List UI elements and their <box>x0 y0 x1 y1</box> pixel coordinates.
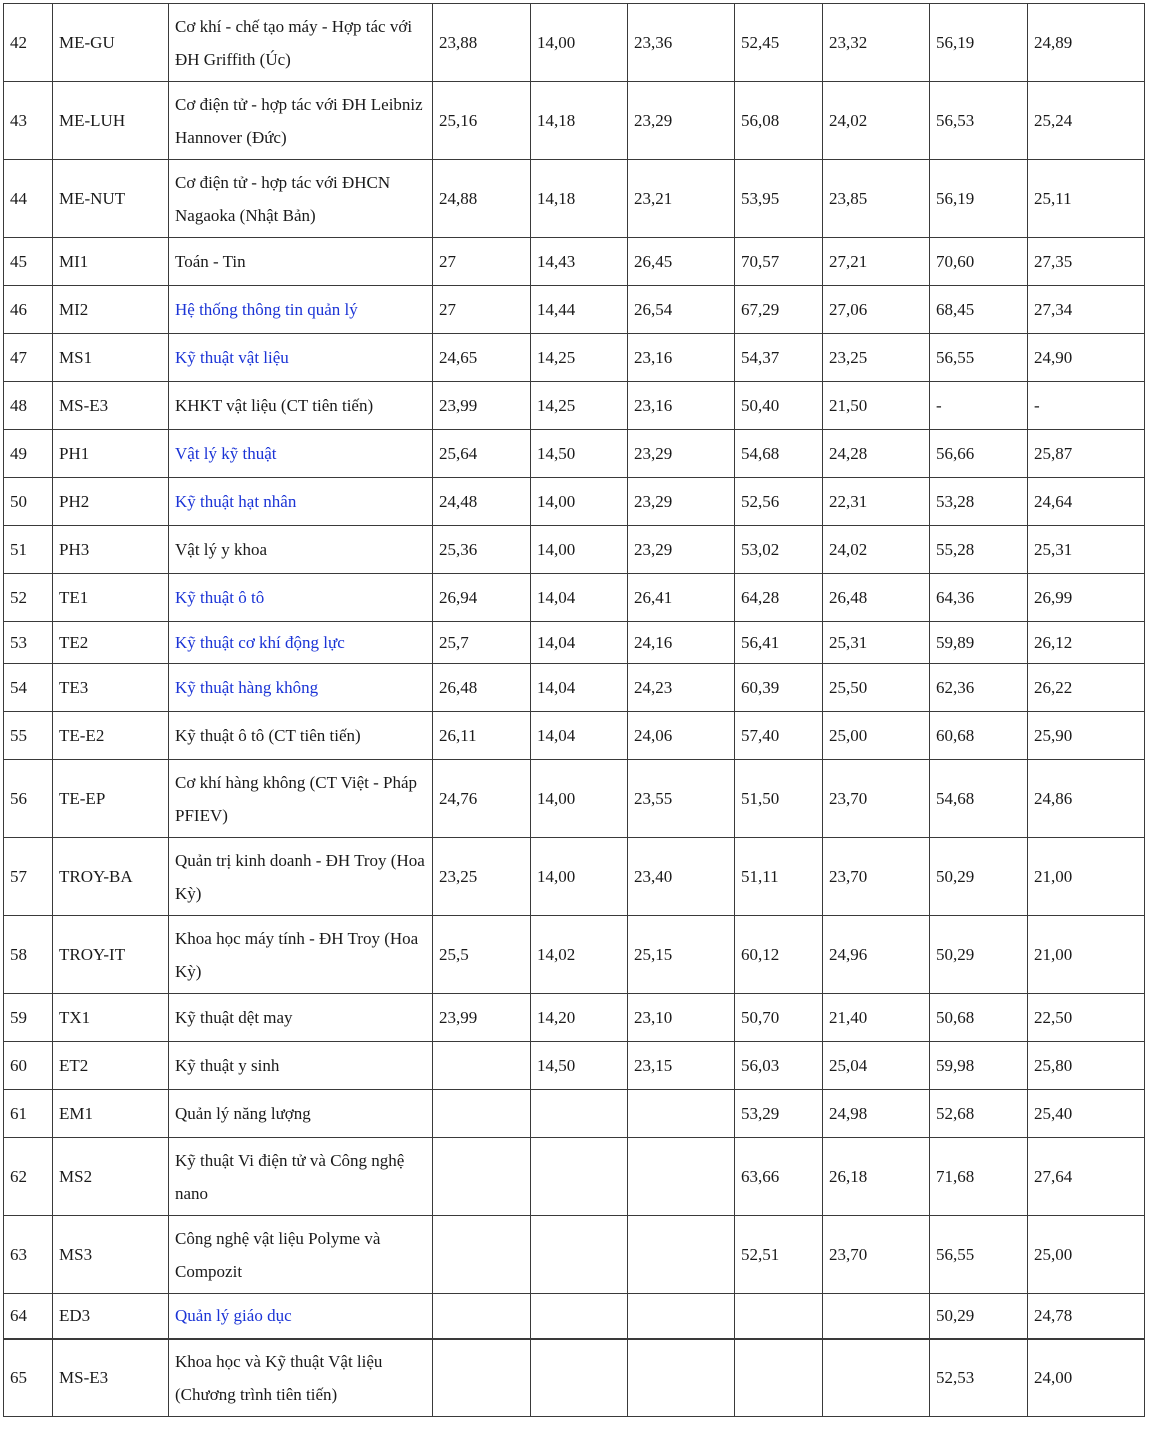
row-number: 60 <box>4 1042 53 1090</box>
program-code: TX1 <box>53 994 169 1042</box>
table-row <box>4 664 1145 712</box>
score-c6: 56,19 <box>930 4 1028 82</box>
score-c1: 24,65 <box>433 334 531 382</box>
program-name: Cơ điện tử - hợp tác với ĐHCN Nagaoka (Nhật Bản) <box>169 160 433 238</box>
score-c2: 14,00 <box>531 478 628 526</box>
score-c7: 25,00 <box>1028 1216 1145 1294</box>
score-c2: 14,25 <box>531 334 628 382</box>
table-row <box>4 760 1145 838</box>
score-c2: 14,18 <box>531 160 628 238</box>
score-c6: 64,36 <box>930 574 1028 622</box>
program-code: TE2 <box>53 622 169 664</box>
program-code: EM1 <box>53 1090 169 1138</box>
score-c6: 54,68 <box>930 760 1028 838</box>
score-c3: 23,36 <box>628 4 735 82</box>
score-c7: 22,50 <box>1028 994 1145 1042</box>
score-c5: 25,04 <box>823 1042 930 1090</box>
program-code: ED3 <box>53 1294 169 1339</box>
row-number: 45 <box>4 238 53 286</box>
score-c5: 24,28 <box>823 430 930 478</box>
score-c6: 56,55 <box>930 1216 1028 1294</box>
score-c6: 56,66 <box>930 430 1028 478</box>
score-c5: 26,18 <box>823 1138 930 1216</box>
row-number: 55 <box>4 712 53 760</box>
score-c1: 23,88 <box>433 4 531 82</box>
score-c2: 14,25 <box>531 382 628 430</box>
score-c7: 25,90 <box>1028 712 1145 760</box>
score-c6: - <box>930 382 1028 430</box>
score-c7: 27,64 <box>1028 1138 1145 1216</box>
score-c1: 25,5 <box>433 916 531 994</box>
score-c6: 62,36 <box>930 664 1028 712</box>
row-number: 51 <box>4 526 53 574</box>
score-c3 <box>628 1339 735 1417</box>
score-c7: 25,11 <box>1028 160 1145 238</box>
program-code: TE1 <box>53 574 169 622</box>
row-number: 46 <box>4 286 53 334</box>
score-c4 <box>735 1339 823 1417</box>
score-c4: 51,50 <box>735 760 823 838</box>
program-code: TROY-IT <box>53 916 169 994</box>
score-c6: 55,28 <box>930 526 1028 574</box>
program-code: ME-LUH <box>53 82 169 160</box>
row-number: 58 <box>4 916 53 994</box>
score-c3: 26,41 <box>628 574 735 622</box>
score-c5: 23,70 <box>823 1216 930 1294</box>
score-c1: 25,64 <box>433 430 531 478</box>
score-c2: 14,00 <box>531 838 628 916</box>
table-row <box>4 1216 1145 1294</box>
table-body <box>4 4 1145 1417</box>
program-name: Quản trị kinh doanh - ĐH Troy (Hoa Kỳ) <box>169 838 433 916</box>
score-c4: 67,29 <box>735 286 823 334</box>
score-c2 <box>531 1090 628 1138</box>
score-c7: 25,87 <box>1028 430 1145 478</box>
score-c4: 53,02 <box>735 526 823 574</box>
score-c1: 26,48 <box>433 664 531 712</box>
score-c4: 52,56 <box>735 478 823 526</box>
score-c5: 26,48 <box>823 574 930 622</box>
row-number: 59 <box>4 994 53 1042</box>
row-number: 42 <box>4 4 53 82</box>
score-c6: 53,28 <box>930 478 1028 526</box>
program-code: TE3 <box>53 664 169 712</box>
score-c3: 23,21 <box>628 160 735 238</box>
score-c6: 50,68 <box>930 994 1028 1042</box>
score-c3: 23,29 <box>628 430 735 478</box>
score-c7: 26,99 <box>1028 574 1145 622</box>
score-c7: 27,35 <box>1028 238 1145 286</box>
score-c3: 23,29 <box>628 82 735 160</box>
table-row <box>4 82 1145 160</box>
program-name: Kỹ thuật y sinh <box>169 1042 433 1090</box>
score-c6: 56,19 <box>930 160 1028 238</box>
score-c3: 25,15 <box>628 916 735 994</box>
table-row <box>4 1339 1145 1417</box>
score-c3: 24,06 <box>628 712 735 760</box>
score-c5: 24,02 <box>823 526 930 574</box>
row-number: 44 <box>4 160 53 238</box>
score-c5: 23,25 <box>823 334 930 382</box>
score-c4: 56,41 <box>735 622 823 664</box>
score-c4 <box>735 1294 823 1339</box>
table-row <box>4 286 1145 334</box>
row-number: 54 <box>4 664 53 712</box>
score-c6: 71,68 <box>930 1138 1028 1216</box>
admission-scores-table <box>3 3 1145 1417</box>
score-c6: 50,29 <box>930 838 1028 916</box>
score-c2: 14,18 <box>531 82 628 160</box>
program-code: MS-E3 <box>53 382 169 430</box>
row-number: 43 <box>4 82 53 160</box>
score-c6: 68,45 <box>930 286 1028 334</box>
score-c4: 53,95 <box>735 160 823 238</box>
score-c7: 26,22 <box>1028 664 1145 712</box>
table-row <box>4 712 1145 760</box>
score-c2: 14,20 <box>531 994 628 1042</box>
score-c7: 24,78 <box>1028 1294 1145 1339</box>
program-name: Khoa học máy tính - ĐH Troy (Hoa Kỳ) <box>169 916 433 994</box>
program-name-link[interactable]: Hệ thống thông tin quản lý <box>169 286 433 334</box>
score-c5: 27,21 <box>823 238 930 286</box>
score-c3: 24,23 <box>628 664 735 712</box>
program-name: Toán - Tin <box>169 238 433 286</box>
program-name: Kỹ thuật ô tô (CT tiên tiến) <box>169 712 433 760</box>
score-c2: 14,04 <box>531 712 628 760</box>
score-c4: 50,40 <box>735 382 823 430</box>
score-c4: 56,08 <box>735 82 823 160</box>
score-c4: 63,66 <box>735 1138 823 1216</box>
score-c2: 14,04 <box>531 664 628 712</box>
score-c7: 21,00 <box>1028 916 1145 994</box>
program-name-link[interactable]: Kỹ thuật cơ khí động lực <box>169 622 433 664</box>
score-c3 <box>628 1090 735 1138</box>
score-c3: 24,16 <box>628 622 735 664</box>
score-c4: 54,37 <box>735 334 823 382</box>
program-name: Khoa học và Kỹ thuật Vật liệu (Chương trình tiên tiến) <box>169 1339 433 1417</box>
score-c4: 60,39 <box>735 664 823 712</box>
program-name-link[interactable]: Kỹ thuật hạt nhân <box>169 478 433 526</box>
program-code: ME-GU <box>53 4 169 82</box>
score-c1: 27 <box>433 286 531 334</box>
program-name: Kỹ thuật Vi điện tử và Công nghệ nano <box>169 1138 433 1216</box>
score-c7: 24,64 <box>1028 478 1145 526</box>
row-number: 53 <box>4 622 53 664</box>
program-name: Cơ khí - chế tạo máy - Hợp tác với ĐH Griffith (Úc) <box>169 4 433 82</box>
score-c2: 14,50 <box>531 430 628 478</box>
table-row <box>4 838 1145 916</box>
score-c4: 56,03 <box>735 1042 823 1090</box>
score-c2 <box>531 1294 628 1339</box>
score-c6: 52,68 <box>930 1090 1028 1138</box>
score-c7: 25,80 <box>1028 1042 1145 1090</box>
score-c1: 23,99 <box>433 994 531 1042</box>
score-c5 <box>823 1339 930 1417</box>
score-c2 <box>531 1138 628 1216</box>
score-c5: 24,96 <box>823 916 930 994</box>
program-code: TE-EP <box>53 760 169 838</box>
program-name: Cơ điện tử - hợp tác với ĐH Leibniz Hannover (Đức) <box>169 82 433 160</box>
row-number: 63 <box>4 1216 53 1294</box>
score-c3: 23,40 <box>628 838 735 916</box>
row-number: 61 <box>4 1090 53 1138</box>
score-c3: 23,55 <box>628 760 735 838</box>
row-number: 62 <box>4 1138 53 1216</box>
table-row <box>4 382 1145 430</box>
table-row <box>4 622 1145 664</box>
score-c3: 23,29 <box>628 526 735 574</box>
score-c6: 50,29 <box>930 1294 1028 1339</box>
row-number: 52 <box>4 574 53 622</box>
score-c3: 23,16 <box>628 334 735 382</box>
score-c1: 25,7 <box>433 622 531 664</box>
table-row <box>4 916 1145 994</box>
score-c5: 27,06 <box>823 286 930 334</box>
score-c2: 14,44 <box>531 286 628 334</box>
score-c4: 70,57 <box>735 238 823 286</box>
program-code: MI1 <box>53 238 169 286</box>
score-c1: 24,88 <box>433 160 531 238</box>
score-c3 <box>628 1138 735 1216</box>
score-c1: 24,48 <box>433 478 531 526</box>
row-number: 64 <box>4 1294 53 1339</box>
score-c4: 60,12 <box>735 916 823 994</box>
score-c3: 23,16 <box>628 382 735 430</box>
program-code: PH2 <box>53 478 169 526</box>
score-c5: 21,40 <box>823 994 930 1042</box>
program-name-link[interactable]: Kỹ thuật vật liệu <box>169 334 433 382</box>
program-name-link[interactable]: Kỹ thuật ô tô <box>169 574 433 622</box>
score-c2: 14,00 <box>531 526 628 574</box>
row-number: 49 <box>4 430 53 478</box>
score-c1: 26,94 <box>433 574 531 622</box>
row-number: 48 <box>4 382 53 430</box>
score-c4: 52,45 <box>735 4 823 82</box>
score-c3 <box>628 1216 735 1294</box>
score-c7: 24,86 <box>1028 760 1145 838</box>
score-c5: 25,00 <box>823 712 930 760</box>
score-c5: 23,70 <box>823 838 930 916</box>
program-name: Cơ khí hàng không (CT Việt - Pháp PFIEV) <box>169 760 433 838</box>
row-number: 47 <box>4 334 53 382</box>
program-code: TE-E2 <box>53 712 169 760</box>
score-c5: 21,50 <box>823 382 930 430</box>
score-c5: 25,31 <box>823 622 930 664</box>
score-c3: 26,54 <box>628 286 735 334</box>
program-name: Quản lý năng lượng <box>169 1090 433 1138</box>
table-row <box>4 994 1145 1042</box>
program-name-link[interactable]: Kỹ thuật hàng không <box>169 664 433 712</box>
score-c7: 21,00 <box>1028 838 1145 916</box>
score-c2 <box>531 1216 628 1294</box>
score-c7: 25,40 <box>1028 1090 1145 1138</box>
program-code: TROY-BA <box>53 838 169 916</box>
score-c7: 25,24 <box>1028 82 1145 160</box>
score-c7: 27,34 <box>1028 286 1145 334</box>
score-c7: - <box>1028 382 1145 430</box>
score-c6: 50,29 <box>930 916 1028 994</box>
program-code: MS1 <box>53 334 169 382</box>
score-c4: 50,70 <box>735 994 823 1042</box>
score-c7: 24,90 <box>1028 334 1145 382</box>
score-c6: 56,55 <box>930 334 1028 382</box>
program-name: KHKT vật liệu (CT tiên tiến) <box>169 382 433 430</box>
score-c3: 23,10 <box>628 994 735 1042</box>
score-c6: 59,98 <box>930 1042 1028 1090</box>
score-c5: 23,32 <box>823 4 930 82</box>
score-c6: 56,53 <box>930 82 1028 160</box>
row-number: 65 <box>4 1339 53 1417</box>
program-code: ET2 <box>53 1042 169 1090</box>
score-c6: 60,68 <box>930 712 1028 760</box>
table-row <box>4 238 1145 286</box>
score-c2 <box>531 1339 628 1417</box>
table-row <box>4 4 1145 82</box>
table-row <box>4 574 1145 622</box>
score-c2: 14,50 <box>531 1042 628 1090</box>
score-c1: 23,99 <box>433 382 531 430</box>
row-number: 57 <box>4 838 53 916</box>
score-c6: 70,60 <box>930 238 1028 286</box>
score-c4: 54,68 <box>735 430 823 478</box>
score-c1: 26,11 <box>433 712 531 760</box>
program-name: Công nghệ vật liệu Polyme và Compozit <box>169 1216 433 1294</box>
score-c3: 23,29 <box>628 478 735 526</box>
score-c2: 14,04 <box>531 622 628 664</box>
table-row <box>4 160 1145 238</box>
score-c2: 14,04 <box>531 574 628 622</box>
table-row <box>4 1138 1145 1216</box>
score-c1: 25,36 <box>433 526 531 574</box>
score-c6: 59,89 <box>930 622 1028 664</box>
score-c4: 52,51 <box>735 1216 823 1294</box>
score-c7: 24,00 <box>1028 1339 1145 1417</box>
score-c1 <box>433 1042 531 1090</box>
program-code: MS3 <box>53 1216 169 1294</box>
program-name-link[interactable]: Vật lý kỹ thuật <box>169 430 433 478</box>
score-c2: 14,00 <box>531 4 628 82</box>
score-c4: 57,40 <box>735 712 823 760</box>
score-c1 <box>433 1294 531 1339</box>
score-c2: 14,02 <box>531 916 628 994</box>
table-row <box>4 334 1145 382</box>
score-c5 <box>823 1294 930 1339</box>
table-row <box>4 1294 1145 1339</box>
score-c1: 27 <box>433 238 531 286</box>
score-c5: 24,98 <box>823 1090 930 1138</box>
score-c1 <box>433 1216 531 1294</box>
table-row <box>4 478 1145 526</box>
score-c3: 26,45 <box>628 238 735 286</box>
table-row <box>4 1042 1145 1090</box>
score-c5: 24,02 <box>823 82 930 160</box>
score-c1 <box>433 1090 531 1138</box>
score-c5: 25,50 <box>823 664 930 712</box>
score-c7: 25,31 <box>1028 526 1145 574</box>
score-c1: 24,76 <box>433 760 531 838</box>
score-c7: 24,89 <box>1028 4 1145 82</box>
program-code: MS-E3 <box>53 1339 169 1417</box>
program-name: Kỹ thuật dệt may <box>169 994 433 1042</box>
score-c4: 64,28 <box>735 574 823 622</box>
program-code: MI2 <box>53 286 169 334</box>
score-c3 <box>628 1294 735 1339</box>
score-c3: 23,15 <box>628 1042 735 1090</box>
score-c7: 26,12 <box>1028 622 1145 664</box>
program-code: ME-NUT <box>53 160 169 238</box>
score-c1: 25,16 <box>433 82 531 160</box>
score-c1 <box>433 1339 531 1417</box>
table-row <box>4 430 1145 478</box>
program-code: PH3 <box>53 526 169 574</box>
score-c5: 23,85 <box>823 160 930 238</box>
program-name-link[interactable]: Quản lý giáo dục <box>169 1294 433 1339</box>
row-number: 56 <box>4 760 53 838</box>
row-number: 50 <box>4 478 53 526</box>
score-c5: 22,31 <box>823 478 930 526</box>
score-c6: 52,53 <box>930 1339 1028 1417</box>
program-code: MS2 <box>53 1138 169 1216</box>
score-c1 <box>433 1138 531 1216</box>
score-c4: 51,11 <box>735 838 823 916</box>
table-row <box>4 1090 1145 1138</box>
score-c2: 14,43 <box>531 238 628 286</box>
score-c1: 23,25 <box>433 838 531 916</box>
score-c2: 14,00 <box>531 760 628 838</box>
table-row <box>4 526 1145 574</box>
program-code: PH1 <box>53 430 169 478</box>
program-name: Vật lý y khoa <box>169 526 433 574</box>
score-c4: 53,29 <box>735 1090 823 1138</box>
score-c5: 23,70 <box>823 760 930 838</box>
